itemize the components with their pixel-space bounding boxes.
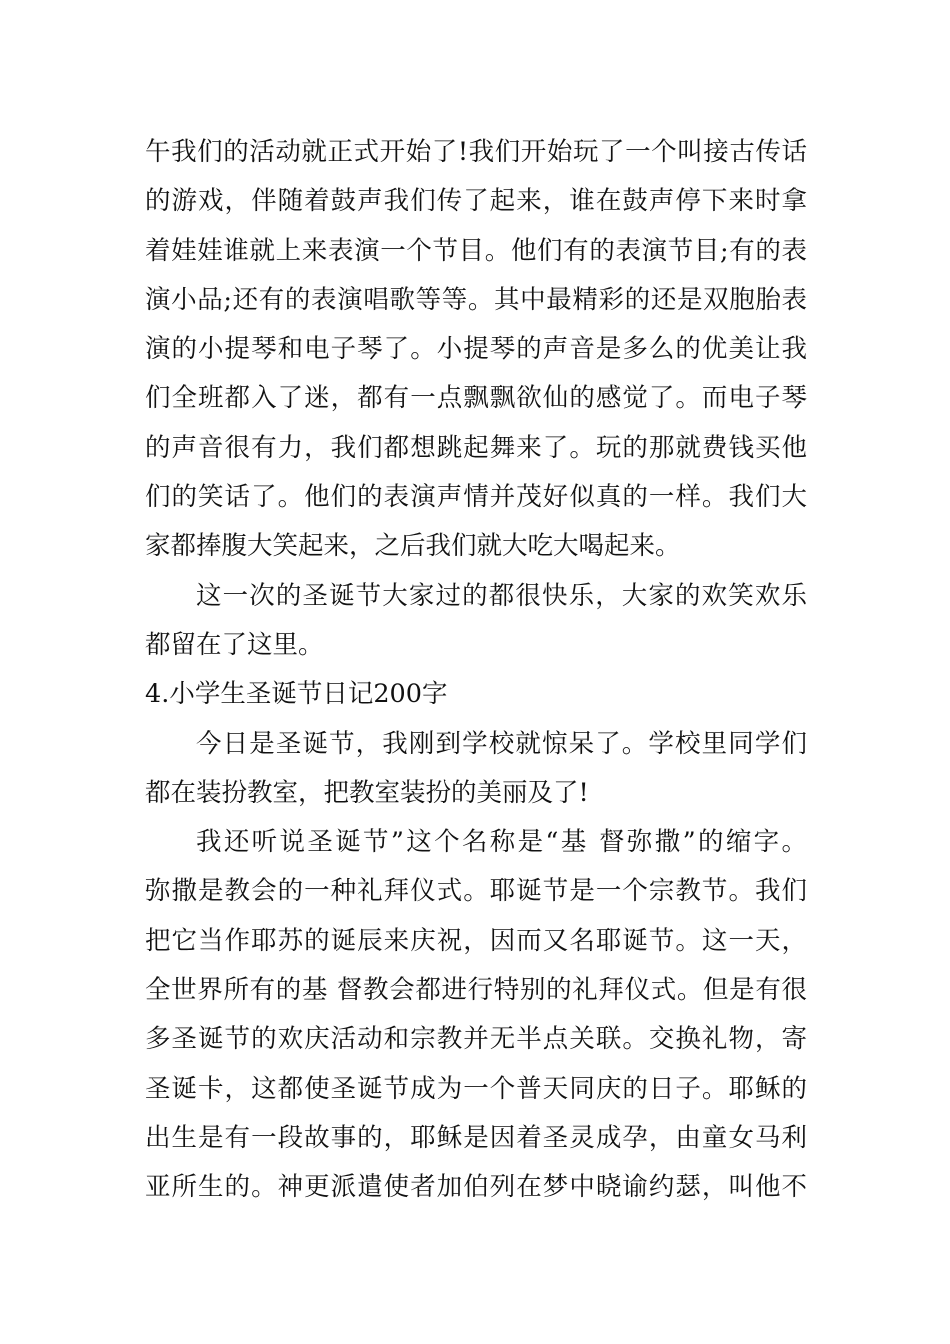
text-line-19: 多圣诞节的欢庆活动和宗教并无半点关联。交换礼物，寄 [145,1024,807,1055]
text-line-6: 们全班都入了迷，都有一点飘飘欲仙的感觉了。而电子琴 [145,383,807,414]
text-line-22: 亚所生的。神更派遣使者加伯列在梦中晓谕约瑟，叫他不 [145,1172,807,1203]
paragraph-first-line: 今日是圣诞节，我刚到学校就惊呆了。学校里同学们 [196,728,807,759]
text-line-21: 出生是有一段故事的，耶稣是因着圣灵成孕，由童女马利 [145,1122,807,1153]
text-line-4: 演小品;还有的表演唱歌等等。其中最精彩的还是双胞胎表 [145,284,807,315]
section-heading: 4.小学生圣诞节日记200字 [145,679,448,710]
text-line-1: 午我们的活动就正式开始了!我们开始玩了一个叫接古传话 [145,137,807,167]
text-line-3: 着娃娃谁就上来表演一个节目。他们有的表演节目;有的表 [145,235,807,266]
text-line-8: 们的笑话了。他们的表演声情并茂好似真的一样。我们大 [145,482,807,513]
text-line-11: 都留在了这里。 [145,629,324,660]
text-line-16: 弥撒是教会的一种礼拜仪式。耶诞节是一个宗教节。我们 [145,876,807,907]
paragraph-first-line: 这一次的圣诞节大家过的都很快乐，大家的欢笑欢乐 [196,580,807,611]
text-line-18: 全世界所有的基 督教会都进行特别的礼拜仪式。但是有很 [145,975,807,1006]
document-page [145,128,807,1213]
paragraph-first-line: 我还听说圣诞节”这个名称是“基 督弥撒”的缩字。 [196,827,807,858]
text-line-9: 家都捧腹大笑起来，之后我们就大吃大喝起来。 [145,531,681,562]
text-line-17: 把它当作耶苏的诞辰来庆祝，因而又名耶诞节。这一天， [145,925,807,956]
text-line-20: 圣诞卡，这都使圣诞节成为一个普天同庆的日子。耶稣的 [145,1073,807,1104]
text-line-7: 的声音很有力，我们都想跳起舞来了。玩的那就费钱买他 [145,432,807,463]
text-line-5: 演的小提琴和电子琴了。小提琴的声音是多么的优美让我 [145,334,807,365]
text-line-2: 的游戏，伴随着鼓声我们传了起来，谁在鼓声停下来时拿 [145,186,807,217]
text-line-14: 都在装扮教室，把教室装扮的美丽及了! [145,777,589,808]
